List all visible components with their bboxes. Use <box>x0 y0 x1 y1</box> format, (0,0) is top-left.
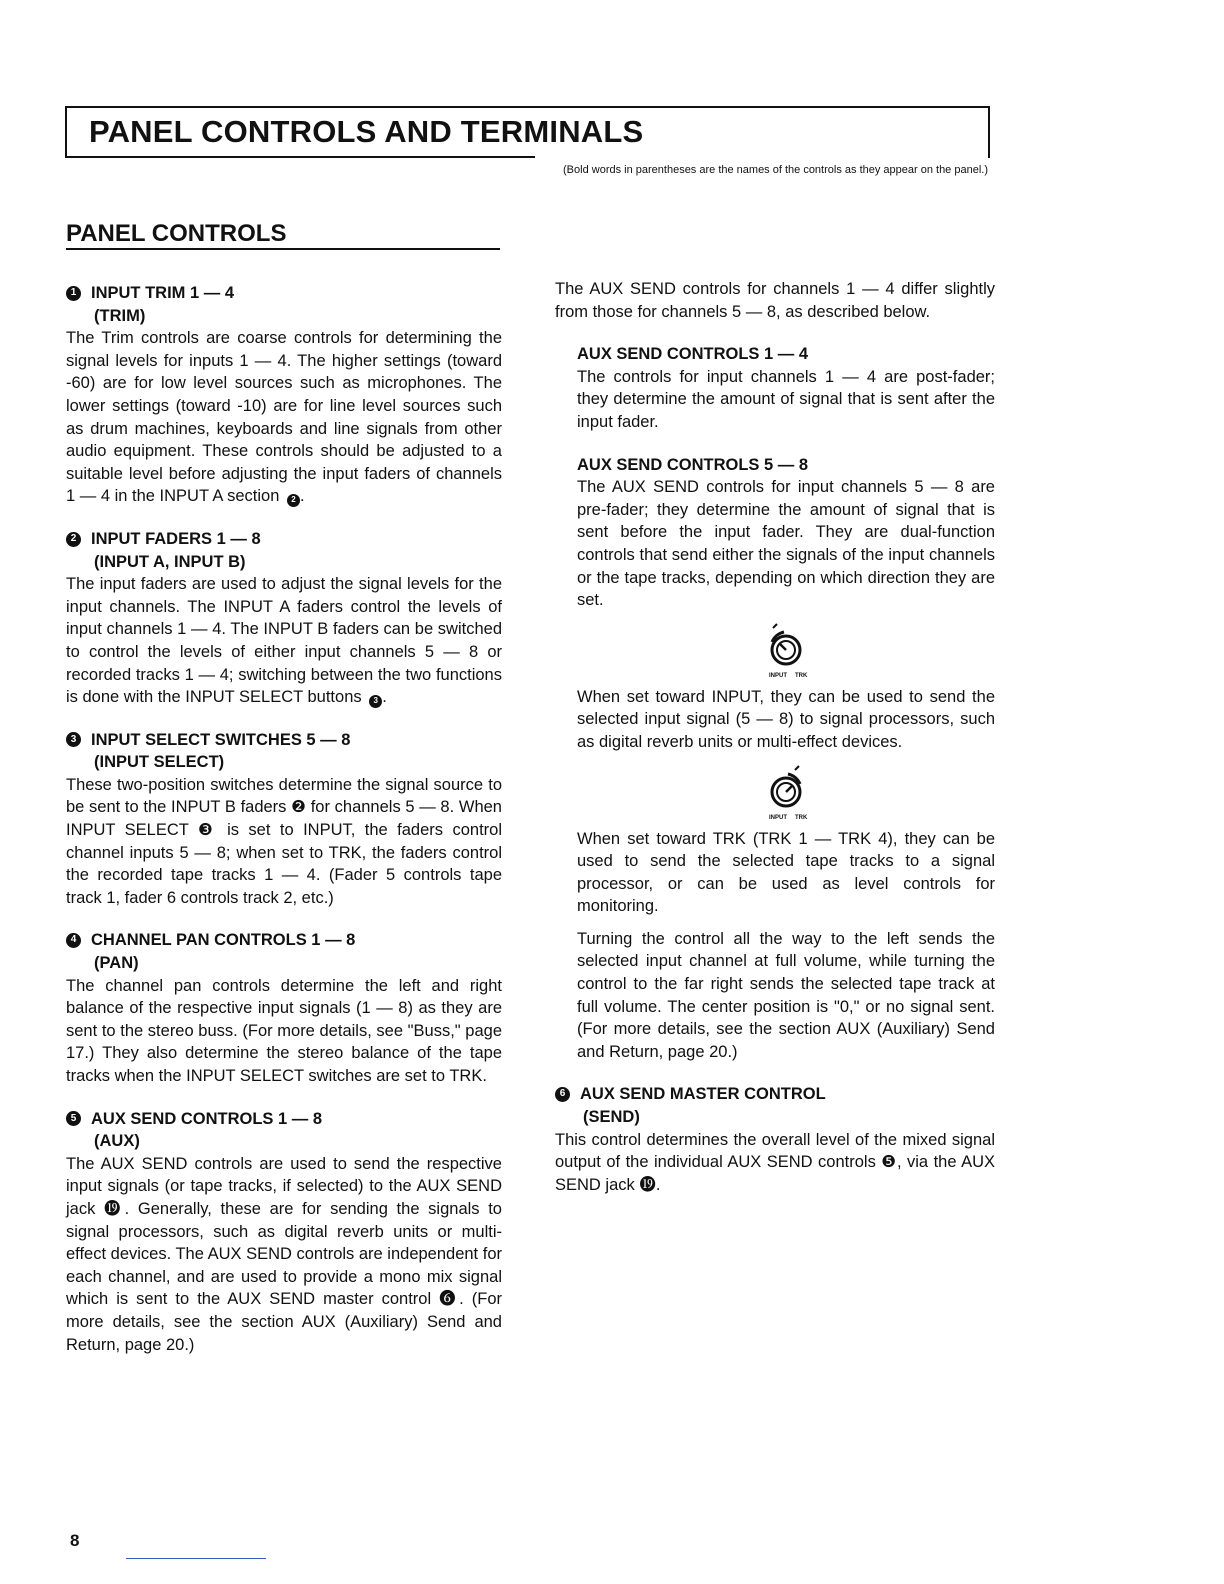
turning-description: Turning the control all the way to the left sends the selected input channel at full volume, while turning the control to the far right sends the selected tape track at full volume. The center position is "0," or no signal sent. (For more details, see the section AUX (Auxiliary) Send and Return, page 20.) <box>577 929 995 1061</box>
knob-label-trk: TRK <box>795 672 808 679</box>
item-input-trim <box>66 282 502 508</box>
page-number: 8 <box>70 1531 80 1550</box>
item-aux-send-master <box>555 1083 995 1196</box>
item-body-tail: . <box>299 487 305 506</box>
sub-heading: AUX SEND CONTROLS 5 — 8 <box>577 455 809 474</box>
item-body: This control determines the overall level of the mixed signal output of the individual AUX SEND controls ❺, via the AUX SEND jack ⓳. <box>555 1130 995 1194</box>
item-number-badge: 1 <box>66 286 81 301</box>
item-title: INPUT SELECT SWITCHES 5 — 8 <box>91 730 351 749</box>
item-body <box>66 327 502 508</box>
input-description: When set toward INPUT, they can be used to send the selected input signal (5 — 8) to signal processors, such as digital reverb units or multi-effect devices. <box>577 687 995 751</box>
knob-label-input: INPUT <box>769 672 787 679</box>
item-heading <box>66 282 502 305</box>
section-heading: PANEL CONTROLS <box>66 220 287 247</box>
right-column <box>555 278 995 1216</box>
item-body-text: The input faders are used to adjust the signal levels for the input channels. The INPUT A faders control the levels of input channels 1 — 4. The INPUT B faders can be switched to control the levels of either input channels 5 — 8 or recorded tracks 1 — 4; switching between the two functions is done with the INPUT SELECT buttons <box>66 575 502 707</box>
item-body: These two-position switches determine the signal source to be sent to the INPUT B faders ❷ for channels 5 — 8. When INPUT SELECT ❸ is set to INPUT, the faders control channel inputs 5 — 8; when set to TRK, the faders control the recorded tape tracks 1 — 4. (Fader 5 controls tape track 1, fader 6 controls track 2, etc.) <box>66 775 502 907</box>
item-panel-name: (TRIM) <box>94 306 146 325</box>
item-panel-name: (INPUT A, INPUT B) <box>94 552 246 571</box>
aux-send-1-4 <box>555 343 995 433</box>
item-title: CHANNEL PAN CONTROLS 1 — 8 <box>91 931 356 950</box>
item-body: The AUX SEND controls are used to send the respective input signals (or tape tracks, if selected) to the AUX SEND jack ⓳. Generally, these are for sending the signals to signal processors, such as digital reverb units or multi-effect devices. The AUX SEND controls are independent for each channel, and are used to provide a mono mix signal which is sent to the AUX SEND master control ❻. (For more details, see the section AUX (Auxiliary) Send and Return, page 20.) <box>66 1154 502 1354</box>
sub-body: The AUX SEND controls for input channels 5 — 8 are pre-fader; they determine the amount of signal that is sent before the input fader. They are dual-function controls that send either the signals of the input channels or the tape tracks, depending on which direction they are set. <box>577 478 995 610</box>
item-heading <box>66 1108 502 1131</box>
item-heading <box>66 929 502 952</box>
sub-heading: AUX SEND CONTROLS 1 — 4 <box>577 345 809 364</box>
item-number-badge: 3 <box>66 732 81 747</box>
trk-description: When set toward TRK (TRK 1 — TRK 4), they can be used to send the selected tape tracks to a signal processor, or can be used as level controls for monitoring. <box>577 829 995 916</box>
knob-trk-icon <box>751 764 821 822</box>
footer-rule <box>126 1558 266 1559</box>
aux-send-5-8 <box>555 454 995 1064</box>
item-number-badge: 2 <box>66 532 81 547</box>
ref-number-badge: 2 <box>287 494 300 507</box>
item-panel-name: (PAN) <box>94 954 139 973</box>
item-body: The channel pan controls determine the left and right balance of the respective input signals (1 — 8) as they are sent to the stereo buss. (For more details, see "Buss," page 17.) They also determine the stereo balance of the tape tracks when the INPUT SELECT switches are set to TRK. <box>66 976 502 1085</box>
knob-label-input: INPUT <box>769 814 787 821</box>
item-number-badge: 4 <box>66 933 81 948</box>
knob-input-illustration <box>577 622 995 680</box>
item-aux-send <box>66 1108 502 1357</box>
item-title: AUX SEND MASTER CONTROL <box>580 1085 826 1104</box>
aux-intro: The AUX SEND controls for channels 1 — 4 differ slightly from those for channels 5 — 8, as described below. <box>555 280 995 321</box>
item-heading <box>66 528 502 551</box>
item-number-badge: 5 <box>66 1111 81 1126</box>
knob-label-trk: TRK <box>795 814 808 821</box>
item-title: AUX SEND CONTROLS 1 — 8 <box>91 1109 323 1128</box>
item-body-tail: . <box>382 688 387 707</box>
page-title: PANEL CONTROLS AND TERMINALS <box>89 114 644 149</box>
item-body-text: The Trim controls are coarse controls for determining the signal levels for inputs 1 — 4. The higher settings (toward -60) are for low level sources such as microphones. The lower settings (toward -10) are for line level sources such as drum machines, keyboards and line signals from other audio equipment. These controls should be adjusted to a suitable level before adjusting the input faders of channels 1 — 4 in the INPUT A section <box>66 329 502 506</box>
item-channel-pan <box>66 929 502 1087</box>
item-panel-name: (AUX) <box>94 1132 140 1151</box>
item-title: INPUT TRIM 1 — 4 <box>91 284 235 302</box>
page-subtitle: (Bold words in parentheses are the names of the controls as they appear on the panel.) <box>563 164 988 176</box>
left-column <box>66 282 502 1376</box>
knob-trk-illustration <box>577 764 995 822</box>
title-box <box>65 106 990 158</box>
knob-input-icon <box>751 622 821 680</box>
sub-body: The controls for input channels 1 — 4 are post-fader; they determine the amount of signal that is sent after the input fader. <box>577 367 995 431</box>
item-title: INPUT FADERS 1 — 8 <box>91 529 261 548</box>
item-panel-name: (SEND) <box>583 1108 640 1127</box>
item-panel-name: (INPUT SELECT) <box>94 753 225 772</box>
item-input-faders <box>66 528 502 709</box>
ref-number-badge: 3 <box>369 695 382 708</box>
item-input-select <box>66 729 502 910</box>
item-heading <box>555 1083 995 1106</box>
item-body <box>66 573 502 709</box>
item-number-badge: 6 <box>555 1087 570 1102</box>
section-rule <box>66 248 500 250</box>
item-heading <box>66 729 502 752</box>
